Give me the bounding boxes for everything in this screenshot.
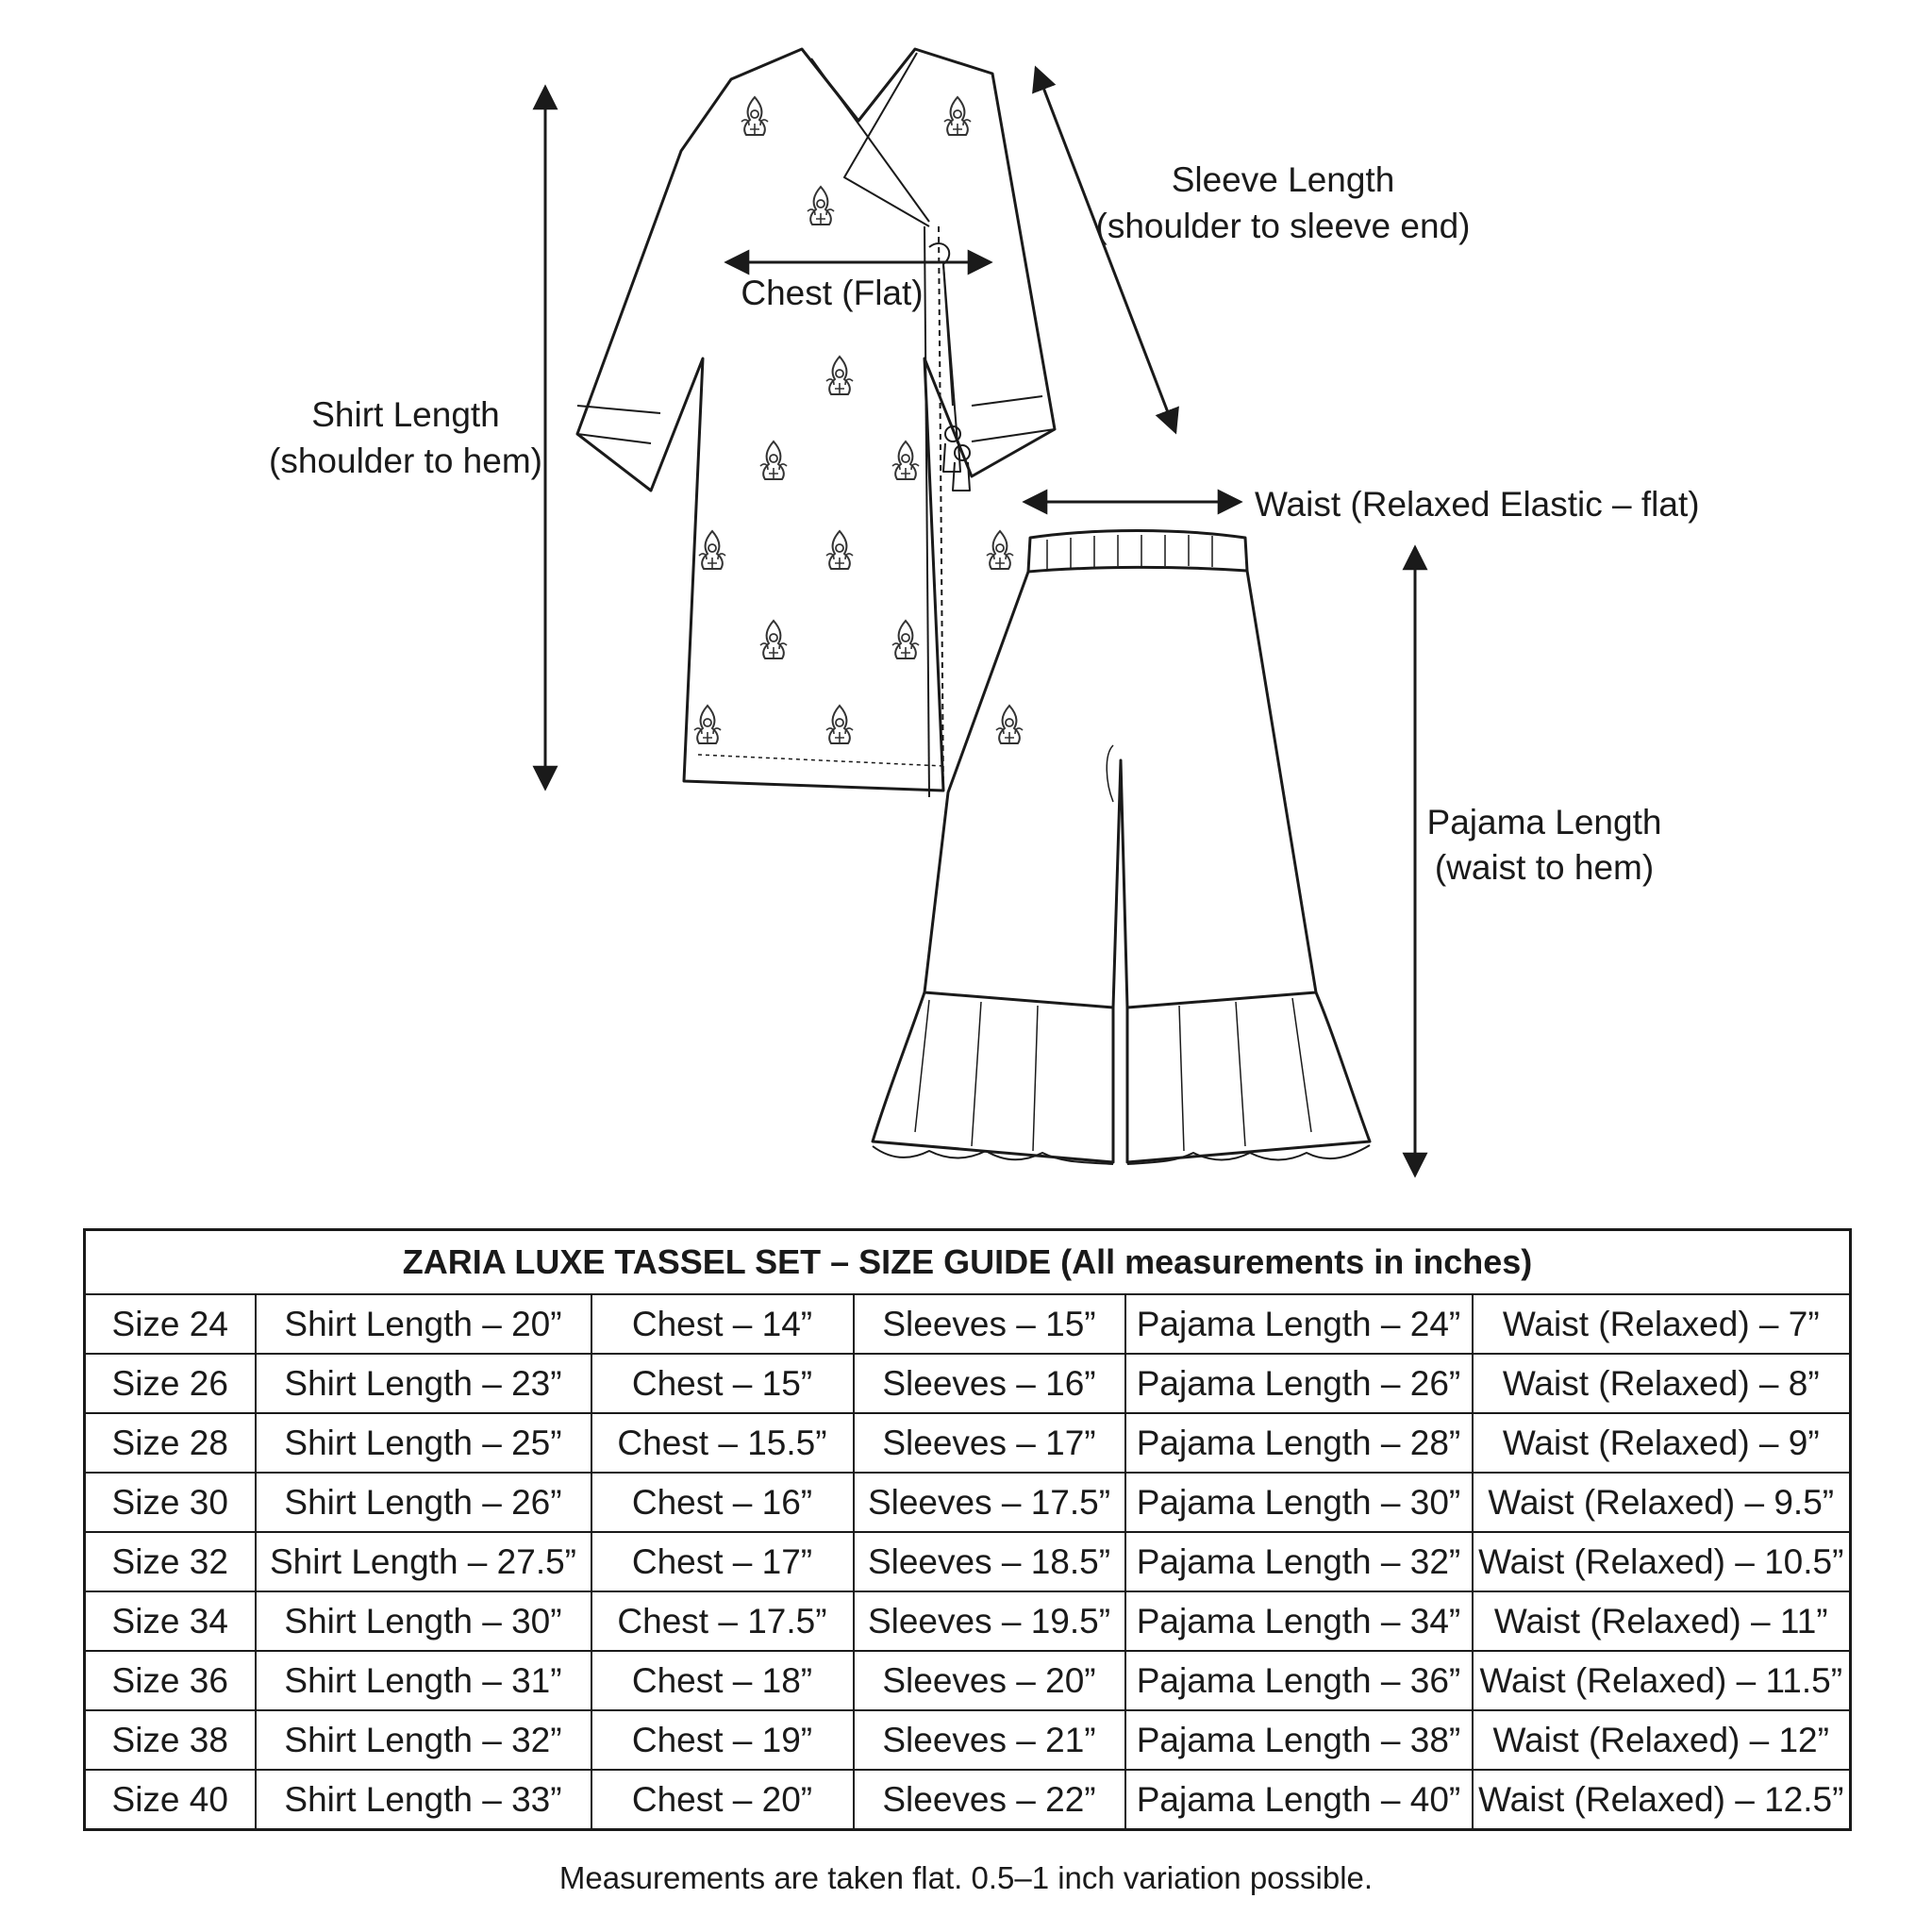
pajama-length-note: (waist to hem) [1434,848,1655,887]
size-cell: Size 26 [85,1354,256,1413]
size-cell: Size 30 [85,1473,256,1532]
waist-cell: Waist (Relaxed) – 11” [1473,1591,1851,1651]
table-row [85,1294,1851,1354]
size-cell: Size 40 [85,1770,256,1830]
shirt-length-cell: Shirt Length – 27.5” [256,1532,591,1591]
waist-label: Waist (Relaxed Elastic – flat) [1255,485,1700,524]
waist-cell: Waist (Relaxed) – 10.5” [1473,1532,1851,1591]
table-row [85,1413,1851,1473]
shirt-length-cell: Shirt Length – 32” [256,1710,591,1770]
pajama-illustration [873,531,1370,1165]
shirt-length-cell: Shirt Length – 33” [256,1770,591,1830]
table-row [85,1473,1851,1532]
pajama-waistband [1028,531,1247,573]
chest-cell: Chest – 18” [591,1651,854,1710]
pajama-length-cell: Pajama Length – 32” [1125,1532,1473,1591]
sleeves-cell: Sleeves – 16” [854,1354,1125,1413]
shirt-length-cell: Shirt Length – 25” [256,1413,591,1473]
waist-cell: Waist (Relaxed) – 9” [1473,1413,1851,1473]
sleeves-cell: Sleeves – 17.5” [854,1473,1125,1532]
sleeves-cell: Sleeves – 17” [854,1413,1125,1473]
pajama-length-cell: Pajama Length – 40” [1125,1770,1473,1830]
pajama-length-cell: Pajama Length – 36” [1125,1651,1473,1710]
table-row [85,1591,1851,1651]
size-cell: Size 34 [85,1591,256,1651]
waist-cell: Waist (Relaxed) – 12.5” [1473,1770,1851,1830]
shirt-length-cell: Shirt Length – 20” [256,1294,591,1354]
pajama-length-cell: Pajama Length – 28” [1125,1413,1473,1473]
sleeve-length-label: Sleeve Length [1171,160,1395,199]
measurement-footnote: Measurements are taken flat. 0.5–1 inch variation possible. [558,1860,1374,1895]
size-cell: Size 24 [85,1294,256,1354]
pajama-length-cell: Pajama Length – 30” [1125,1473,1473,1532]
waist-cell: Waist (Relaxed) – 7” [1473,1294,1851,1354]
pajama-length-cell: Pajama Length – 26” [1125,1354,1473,1413]
table-row [85,1354,1851,1413]
chest-cell: Chest – 20” [591,1770,854,1830]
waist-cell: Waist (Relaxed) – 9.5” [1473,1473,1851,1532]
size-guide-table [83,1228,1852,1831]
kurta-illustration [577,49,1055,797]
size-cell: Size 36 [85,1651,256,1710]
sleeve-length-note: (shoulder to sleeve end) [1095,207,1471,245]
chest-cell: Chest – 16” [591,1473,854,1532]
chest-cell: Chest – 15.5” [591,1413,854,1473]
chest-cell: Chest – 17” [591,1532,854,1591]
pajama-length-cell: Pajama Length – 38” [1125,1710,1473,1770]
sleeve-length-arrow [1036,68,1175,432]
kurta-embroidery-motifs [694,97,1023,743]
chest-cell: Chest – 19” [591,1710,854,1770]
shirt-length-note: (shoulder to hem) [269,441,542,480]
shirt-length-cell: Shirt Length – 23” [256,1354,591,1413]
table-row [85,1710,1851,1770]
chest-cell: Chest – 17.5” [591,1591,854,1651]
waist-cell: Waist (Relaxed) – 12” [1473,1710,1851,1770]
shirt-length-cell: Shirt Length – 26” [256,1473,591,1532]
waist-cell: Waist (Relaxed) – 8” [1473,1354,1851,1413]
pajama-length-cell: Pajama Length – 34” [1125,1591,1473,1651]
size-cell: Size 38 [85,1710,256,1770]
chest-cell: Chest – 14” [591,1294,854,1354]
shirt-length-cell: Shirt Length – 30” [256,1591,591,1651]
sleeves-cell: Sleeves – 20” [854,1651,1125,1710]
size-cell: Size 32 [85,1532,256,1591]
kurta-body-outline [577,49,1055,791]
chest-label: Chest (Flat) [741,274,924,312]
sleeves-cell: Sleeves – 18.5” [854,1532,1125,1591]
sleeves-cell: Sleeves – 21” [854,1710,1125,1770]
pajama-length-label: Pajama Length [1426,803,1662,841]
pajama-legs [924,571,1316,1008]
pajama-length-cell: Pajama Length – 24” [1125,1294,1473,1354]
shirt-length-cell: Shirt Length – 31” [256,1651,591,1710]
shirt-length-label: Shirt Length [311,395,500,434]
sleeves-cell: Sleeves – 22” [854,1770,1125,1830]
chest-cell: Chest – 15” [591,1354,854,1413]
table-row [85,1532,1851,1591]
table-row [85,1770,1851,1830]
size-guide-title: ZARIA LUXE TASSEL SET – SIZE GUIDE (All measurements in inches) [85,1230,1851,1295]
size-cell: Size 28 [85,1413,256,1473]
sleeves-cell: Sleeves – 15” [854,1294,1125,1354]
waist-cell: Waist (Relaxed) – 11.5” [1473,1651,1851,1710]
sleeves-cell: Sleeves – 19.5” [854,1591,1125,1651]
size-guide-rows [85,1294,1851,1830]
table-row [85,1651,1851,1710]
